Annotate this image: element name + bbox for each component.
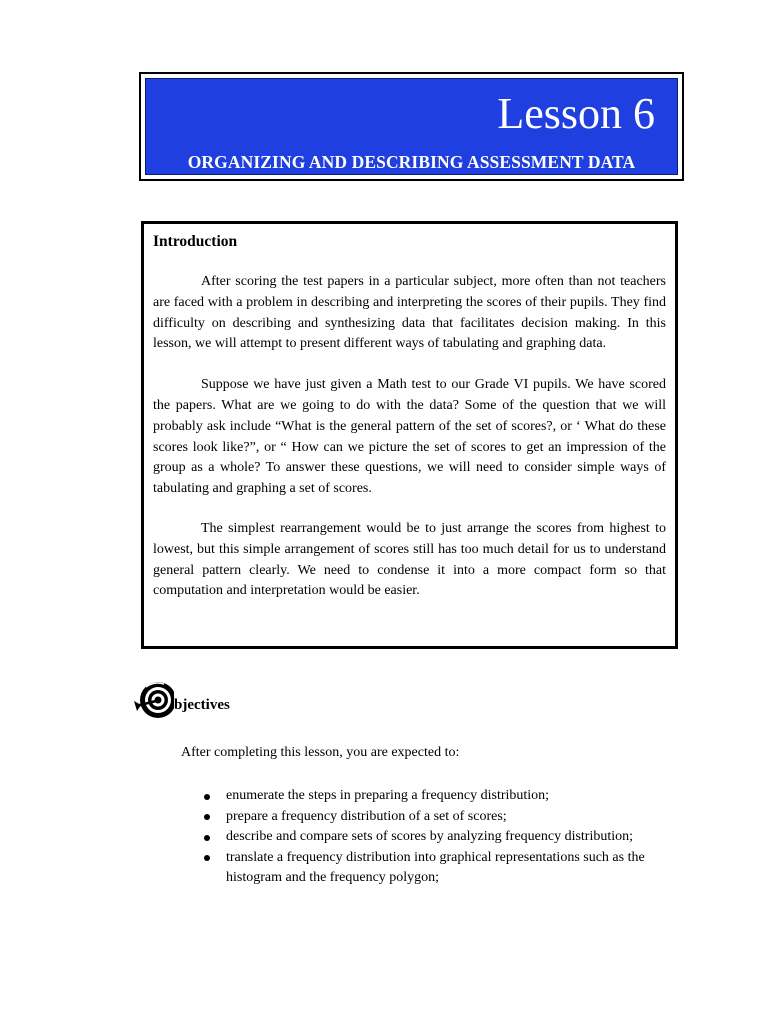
list-item — [200, 807, 680, 828]
list-item — [200, 848, 680, 889]
list-item — [200, 827, 680, 848]
introduction-box — [141, 221, 678, 649]
introduction-heading: Introduction — [153, 233, 238, 250]
objectives-heading: bjectives — [174, 696, 230, 713]
objective-text: enumerate the steps in preparing a frequency distribution; — [226, 788, 550, 803]
lesson-banner — [139, 72, 684, 181]
list-item — [200, 786, 680, 807]
lesson-title: Lesson 6 — [497, 89, 655, 138]
introduction-paragraph: After scoring the test papers in a particular subject, more often than not teachers are faced with a problem in describing and interpreting the scores of their pupils. They find difficulty on describing and synthesizing data that facilitates decision making. In this lesson, we will attempt to present different ways of tabulating and graphing data. — [153, 274, 666, 352]
bullet-icon — [204, 794, 210, 800]
lesson-banner-fill — [145, 78, 678, 175]
objectives-list — [200, 786, 680, 889]
objectives-intro: After completing this lesson, you are expected to: — [181, 745, 460, 760]
objective-text: describe and compare sets of scores by analyzing frequency distribution; — [226, 829, 634, 844]
objective-text: prepare a frequency distribution of a set of scores; — [226, 808, 507, 824]
bullet-icon — [204, 835, 210, 841]
introduction-paragraph: Suppose we have just given a Math test to our Grade VI pupils. We have scored the papers. What are we going to do with the data? Some of the question that we will probably ask include “What is the general pattern of the set of scores?, or ‘ What do these scores look like?”, or “ How can we picture the set of scores to get an impression of the group as a whole? To answer these questions, we will need to consider simple ways of tabulating and graphing a set of scores. — [153, 377, 666, 497]
lesson-subtitle: ORGANIZING AND DESCRIBING ASSESSMENT DATA — [187, 152, 636, 172]
introduction-paragraph: The simplest rearrangement would be to just arrange the scores from highest to lowest, but this simple arrangement of scores still has too much detail for us to understand general pattern clearly. We need to condense it into a more compact form so that computation and interpretation would be easier. — [153, 520, 666, 599]
bullet-icon — [204, 814, 210, 820]
target-arrow-icon — [134, 676, 174, 722]
bullet-icon — [204, 855, 210, 861]
objective-text: translate a frequency distribution into graphical representations such as the histogram and the frequency polygon; — [226, 849, 645, 885]
objectives-header — [134, 676, 230, 722]
